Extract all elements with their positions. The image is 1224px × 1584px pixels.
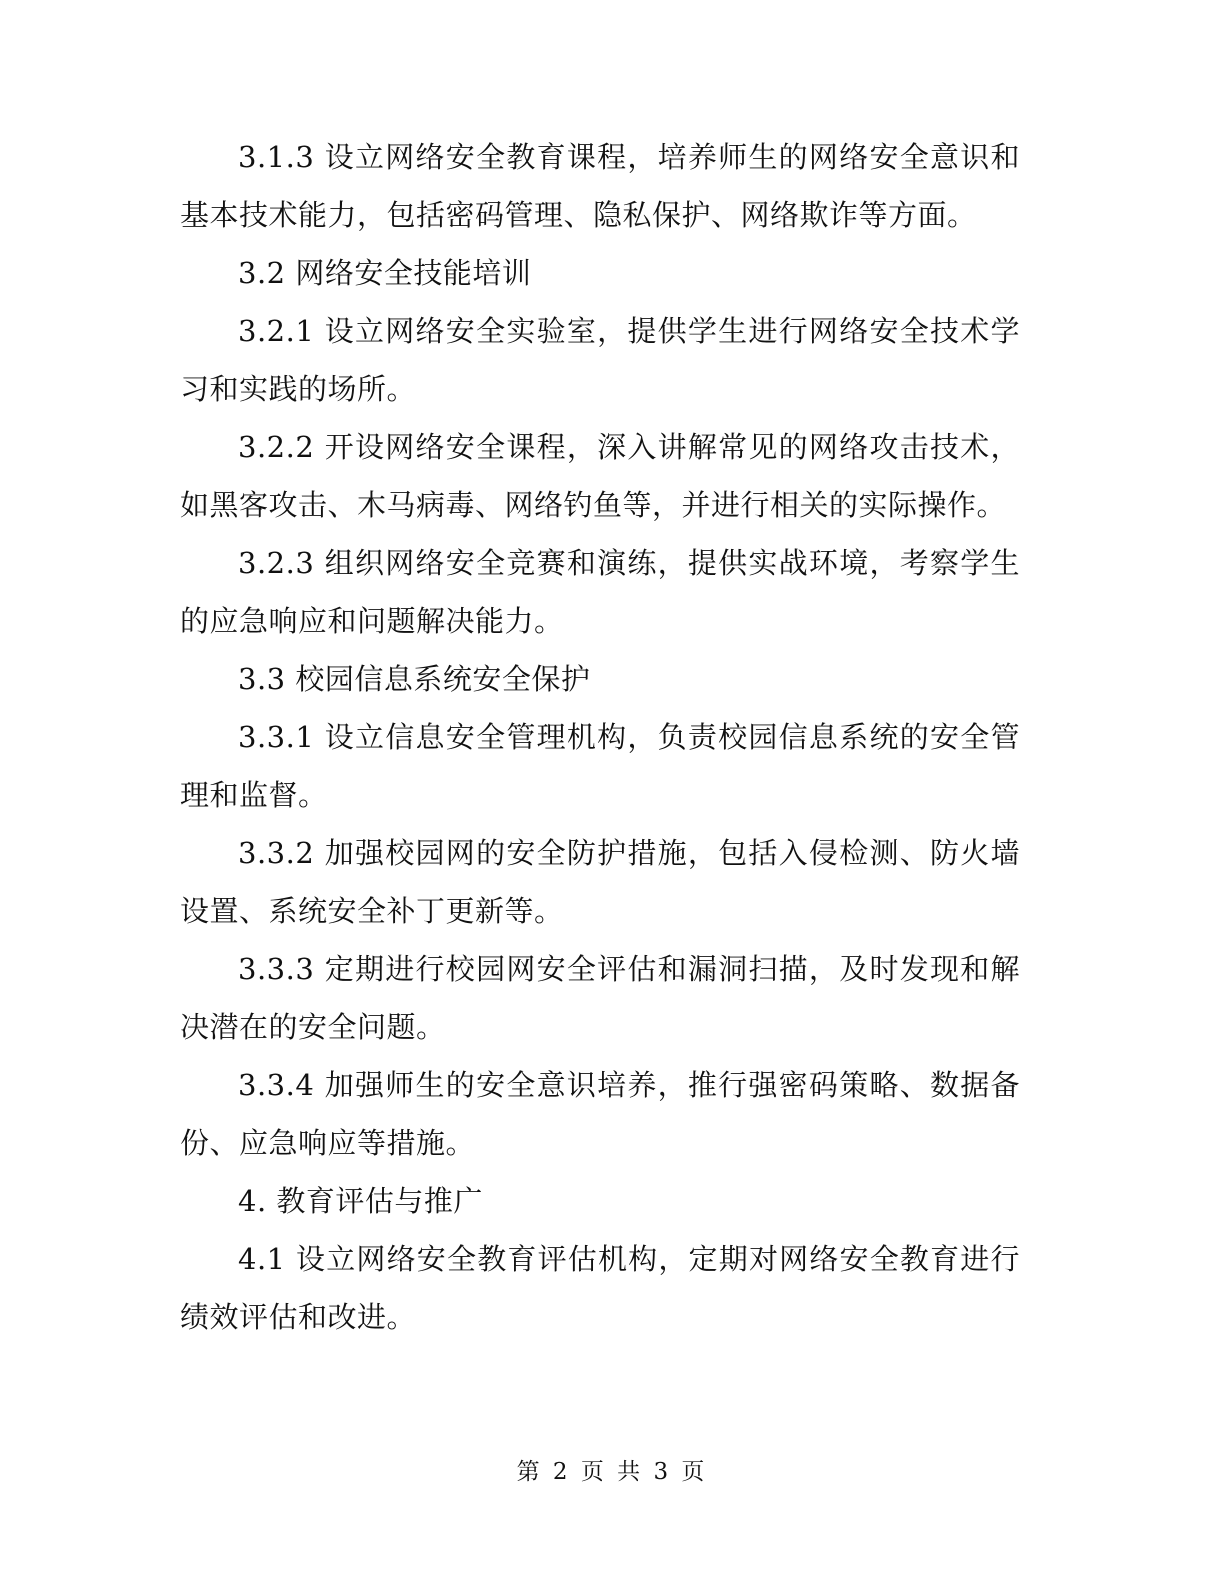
- page-number-footer: 第 2 页 共 3 页: [516, 1459, 708, 1485]
- heading-3-2: 3.2 网络安全技能培训: [238, 256, 532, 290]
- paragraph-3-3-4: 3.3.4 加强师生的安全意识培养，推行强密码策略、数据备份、应急响应等措施。: [180, 1068, 1020, 1160]
- paragraph-3-2-1: 3.2.1 设立网络安全实验室，提供学生进行网络安全技术学习和实践的场所。: [180, 314, 1020, 406]
- paragraph-3-2-2: 3.2.2 开设网络安全课程，深入讲解常见的网络攻击技术，如黑客攻击、木马病毒、网络钓鱼等，并进行相关的实际操作。: [180, 430, 1020, 522]
- heading-3-3: 3.3 校园信息系统安全保护: [238, 662, 591, 696]
- paragraph-3-1-3: 3.1.3 设立网络安全教育课程，培养师生的网络安全意识和基本技术能力，包括密码管理、隐私保护、网络欺诈等方面。: [180, 140, 1020, 232]
- heading-4: 4. 教育评估与推广: [238, 1184, 483, 1218]
- paragraph-3-2-3: 3.2.3 组织网络安全竞赛和演练，提供实战环境，考察学生的应急响应和问题解决能力。: [180, 546, 1020, 638]
- document-body: [180, 128, 1020, 1346]
- paragraph-3-3-2: 3.3.2 加强校园网的安全防护措施，包括入侵检测、防火墙设置、系统安全补丁更新等。: [180, 836, 1020, 928]
- paragraph-3-3-1: 3.3.1 设立信息安全管理机构，负责校园信息系统的安全管理和监督。: [180, 720, 1020, 812]
- paragraph-4-1: 4.1 设立网络安全教育评估机构，定期对网络安全教育进行绩效评估和改进。: [180, 1242, 1020, 1334]
- paragraph-3-3-3: 3.3.3 定期进行校园网安全评估和漏洞扫描，及时发现和解决潜在的安全问题。: [180, 952, 1020, 1044]
